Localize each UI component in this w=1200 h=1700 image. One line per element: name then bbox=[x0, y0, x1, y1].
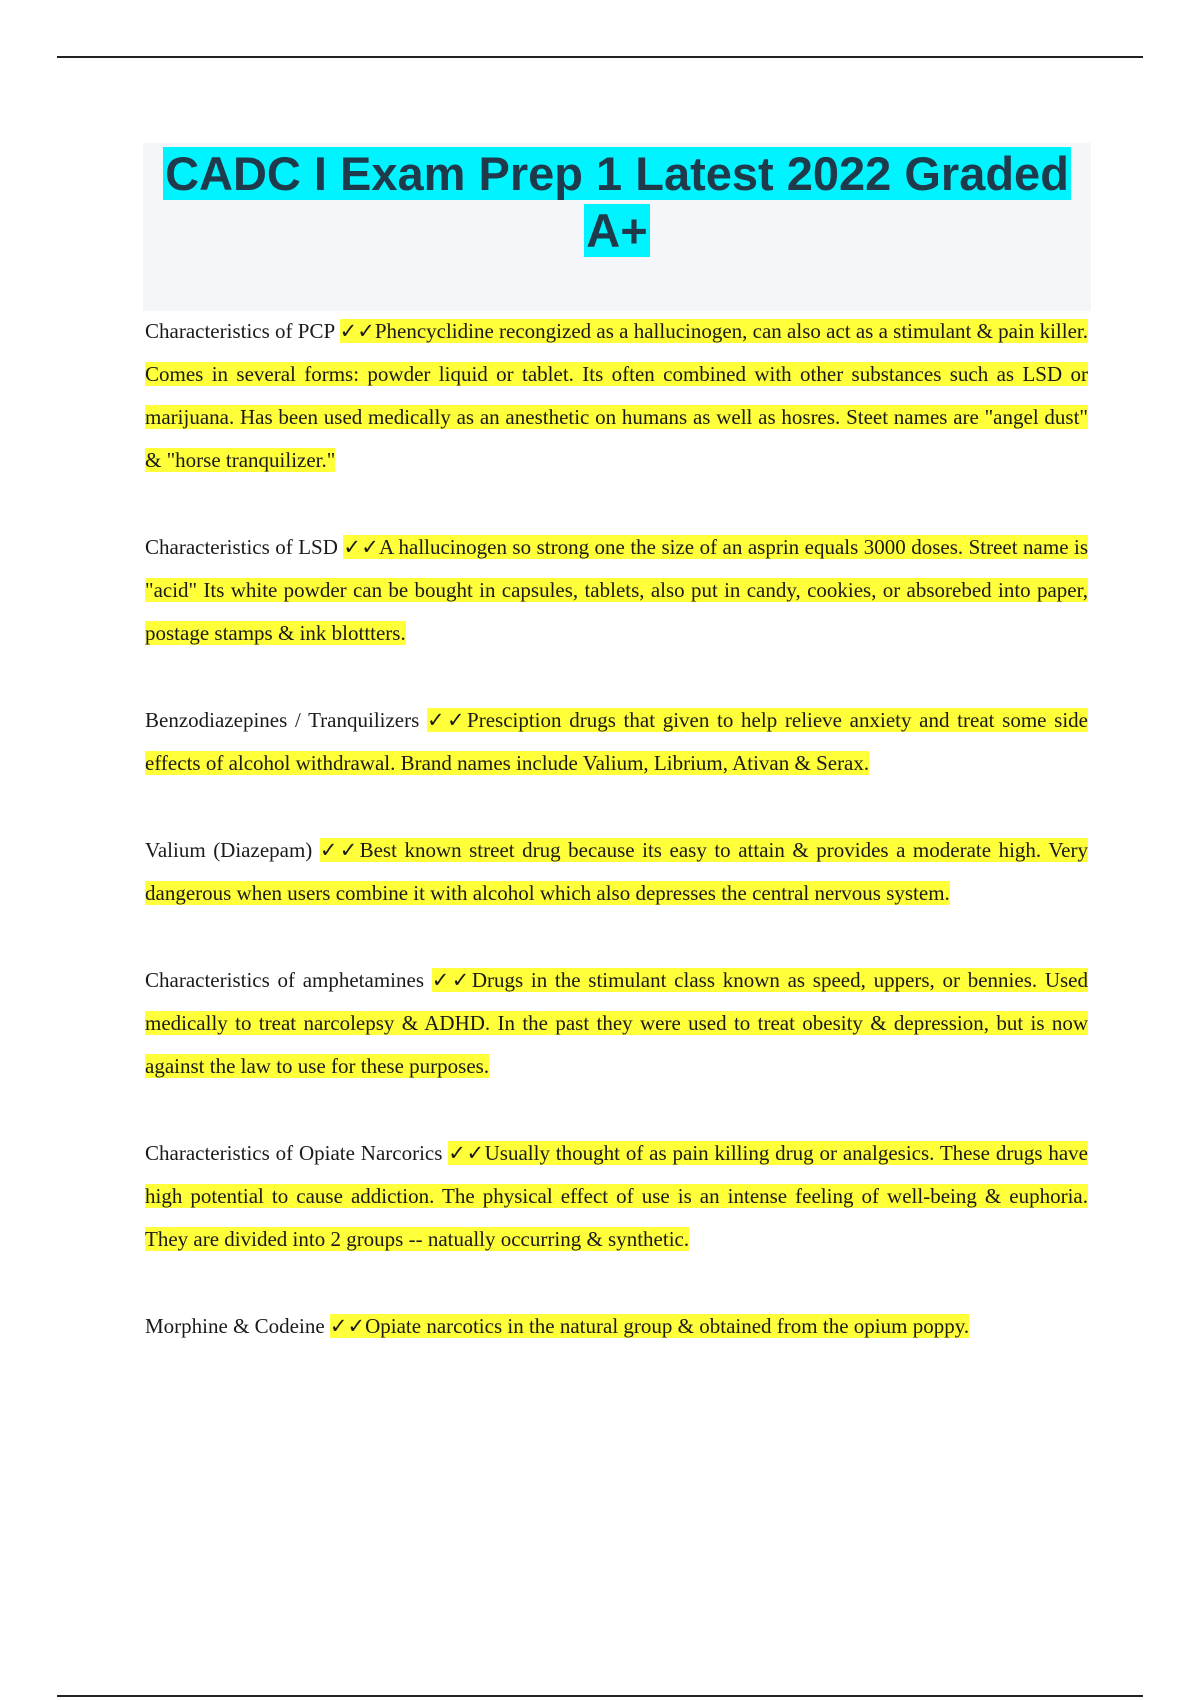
entry-term: Characteristics of Opiate Narcorics bbox=[145, 1141, 443, 1165]
entry-term: Benzodiazepines / Tranquilizers bbox=[145, 708, 420, 732]
flashcard-list bbox=[145, 310, 1088, 1392]
double-check-icon: ✓✓ bbox=[343, 535, 380, 559]
flashcard-entry bbox=[145, 829, 1088, 915]
flashcard-entry bbox=[145, 310, 1088, 482]
title-line-1: CADC I Exam Prep 1 Latest 2022 Graded bbox=[165, 147, 1069, 200]
flashcard-entry bbox=[145, 699, 1088, 785]
double-check-icon: ✓✓ bbox=[319, 838, 360, 862]
document-title bbox=[143, 145, 1091, 259]
entry-definition: Opiate narcotics in the natural group & obtained from the opium poppy. bbox=[365, 1314, 970, 1338]
double-check-icon: ✓✓ bbox=[339, 319, 375, 343]
footer-rule bbox=[57, 1695, 1143, 1697]
flashcard-entry bbox=[145, 526, 1088, 655]
double-check-icon: ✓✓ bbox=[426, 708, 468, 732]
entry-definition: Best known street drug because its easy to attain & provides a moderate high. Very dangerous when users combine it with alcohol which also depresses the central nervous system. bbox=[145, 838, 1088, 905]
entry-term: Characteristics of amphetamines bbox=[145, 968, 424, 992]
entry-term: Characteristics of LSD bbox=[145, 535, 338, 559]
double-check-icon: ✓✓ bbox=[329, 1314, 366, 1338]
entry-definition: Drugs in the stimulant class known as speed, uppers, or bennies. Used medically to treat narcolepsy & ADHD. In the past they were used to treat obesity & depression, but is now against the law to use for these purposes. bbox=[145, 968, 1088, 1078]
entry-term: Characteristics of PCP bbox=[145, 319, 335, 343]
entry-term: Morphine & Codeine bbox=[145, 1314, 325, 1338]
double-check-icon: ✓✓ bbox=[431, 968, 472, 992]
title-block bbox=[143, 143, 1091, 311]
entry-definition: A hallucinogen so strong one the size of an asprin equals 3000 doses. Street name is "acid" Its white powder can be bought in capsules, tablets, also put in candy, cookies, or absorebed into paper, postage stamps & ink blottters. bbox=[145, 535, 1089, 645]
flashcard-entry bbox=[145, 1305, 1088, 1348]
entry-definition: Phencyclidine recongized as a hallucinogen, can also act as a stimulant & pain killer. Comes in several forms: powder liquid or tablet. Its often combined with other substances such as LSD or marijuana. Has been used medically as an anesthetic on humans as well as hosres. Steet names are "angel dust" & "horse tranquilizer." bbox=[145, 319, 1088, 472]
title-line-2: A+ bbox=[586, 204, 648, 257]
entry-definition: Usually thought of as pain killing drug or analgesics. These drugs have high potential to cause addiction. The physical effect of use is an intense feeling of well-being & euphoria. They are divided into 2 groups -- natually occurring & synthetic. bbox=[145, 1141, 1088, 1251]
header-rule bbox=[57, 56, 1143, 58]
flashcard-entry bbox=[145, 959, 1088, 1088]
double-check-icon: ✓✓ bbox=[448, 1141, 485, 1165]
flashcard-entry bbox=[145, 1132, 1088, 1261]
entry-term: Valium (Diazepam) bbox=[145, 838, 313, 862]
entry-definition: Presciption drugs that given to help relieve anxiety and treat some side effects of alcohol withdrawal. Brand names include Valium, Librium, Ativan & Serax. bbox=[145, 708, 1088, 775]
